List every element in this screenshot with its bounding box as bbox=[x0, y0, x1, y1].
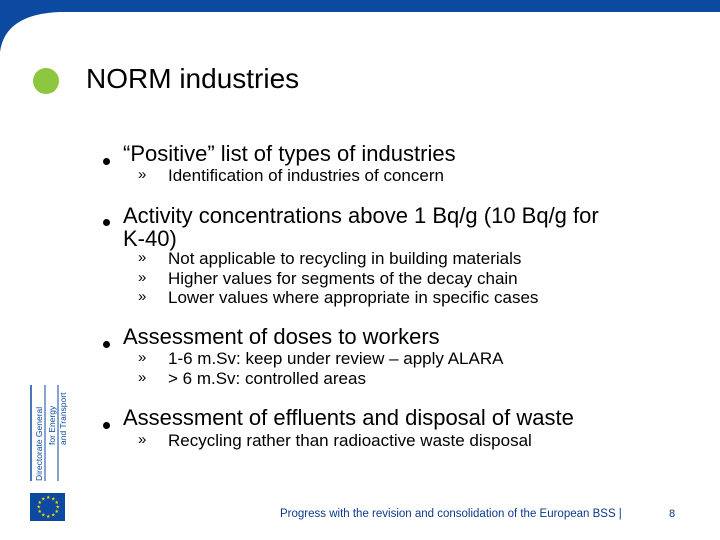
footer-text: Progress with the revision and consolidation of the European BSS | bbox=[280, 508, 622, 520]
bullet-2-continued: K-40) bbox=[123, 226, 177, 251]
title-bullet-dot bbox=[33, 68, 59, 94]
bullet-dot bbox=[103, 219, 110, 226]
svg-text:★: ★ bbox=[41, 512, 46, 519]
logo-line-3: and Transport bbox=[58, 392, 68, 445]
sub-bullet-2-3: Lower values where appropriate in specific cases bbox=[168, 288, 539, 307]
sub-marker-icon: » bbox=[138, 249, 147, 266]
sub-bullet-3-2: > 6 m.Sv: controlled areas bbox=[168, 369, 366, 388]
sub-marker-icon: » bbox=[138, 349, 147, 366]
bullet-dot bbox=[103, 158, 110, 165]
bullet-dot bbox=[103, 422, 110, 429]
sub-marker-icon: » bbox=[138, 166, 147, 183]
bullet-3: Assessment of doses to workers bbox=[123, 324, 440, 349]
sub-bullet-1-1: Identification of industries of concern bbox=[168, 166, 444, 185]
svg-text:★: ★ bbox=[41, 496, 46, 503]
sub-bullet-3-1: 1-6 m.Sv: keep under review – apply ALARA bbox=[168, 349, 504, 368]
bullet-1: “Positive” list of types of industries bbox=[123, 141, 456, 166]
bullet-2: Activity concentrations above 1 Bq/g (10 Bq/g for bbox=[123, 203, 599, 228]
header-band bbox=[0, 0, 720, 60]
slide-title: NORM industries bbox=[86, 63, 300, 94]
eu-flag-icon bbox=[30, 493, 65, 521]
svg-text:★: ★ bbox=[46, 495, 51, 501]
svg-text:★: ★ bbox=[54, 509, 59, 515]
svg-text:★: ★ bbox=[37, 509, 42, 515]
bullet-4: Assessment of effluents and disposal of waste bbox=[123, 405, 574, 430]
svg-text:★: ★ bbox=[51, 512, 56, 519]
sub-marker-icon: » bbox=[138, 288, 147, 305]
sub-marker-icon: » bbox=[138, 369, 147, 386]
dg-energy-transport-logo bbox=[28, 383, 68, 483]
svg-text:★: ★ bbox=[37, 500, 42, 506]
svg-text:★: ★ bbox=[51, 496, 56, 503]
logo-line-1: Directorate General bbox=[34, 406, 44, 481]
svg-text:★: ★ bbox=[36, 504, 41, 511]
page-number: 8 bbox=[669, 508, 676, 520]
sub-bullet-2-1: Not applicable to recycling in building materials bbox=[168, 249, 522, 268]
bullet-dot bbox=[103, 341, 110, 348]
sub-marker-icon: » bbox=[138, 431, 147, 448]
sub-bullet-2-2: Higher values for segments of the decay chain bbox=[168, 269, 518, 288]
svg-text:★: ★ bbox=[46, 514, 51, 520]
logo-line-2: for Energy bbox=[47, 405, 57, 445]
sub-marker-icon: » bbox=[138, 269, 147, 286]
sub-bullet-4-1: Recycling rather than radioactive waste disposal bbox=[168, 431, 532, 450]
svg-text:★: ★ bbox=[55, 504, 60, 511]
svg-text:★: ★ bbox=[54, 500, 59, 506]
